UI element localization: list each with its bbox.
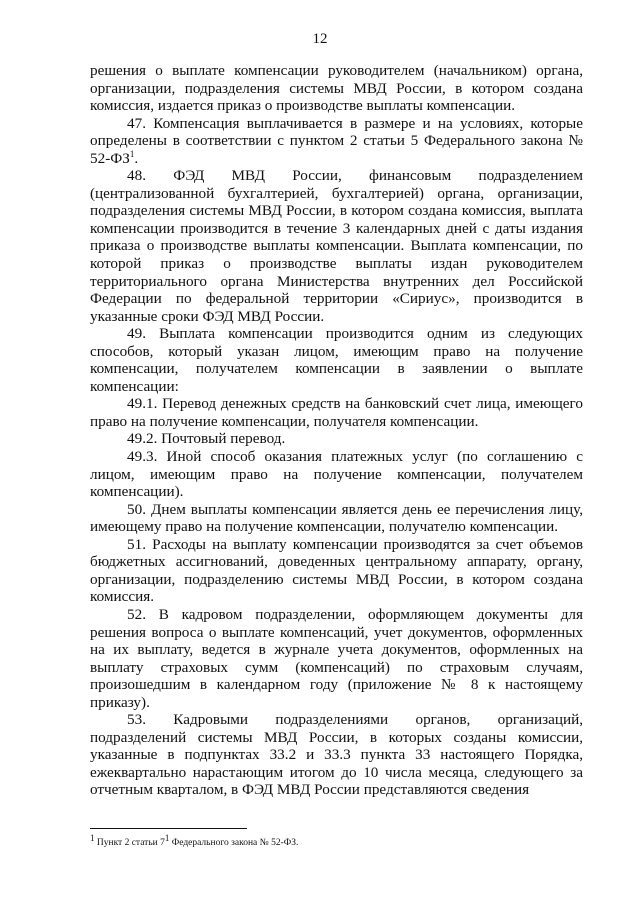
footnote-text-start: Пункт 2 статьи 7	[94, 838, 165, 848]
footnote	[90, 832, 583, 849]
footnote-reference: 1	[129, 148, 135, 159]
paragraph-50: 50. Днем выплаты компенсации является день ее перечисления лицу, имеющему право на получение компенсации, получателю компенсации.	[90, 500, 583, 536]
paragraph-49-2: 49.2. Почтовый перевод.	[127, 430, 286, 448]
paragraph-49: 49. Выплата компенсации производится одним из следующих способов, который указан лицом, имеющим право на получение компенсации, получателем компенсации в заявлении о выплате компенсации:	[90, 325, 583, 395]
footnote-inner-mark: 1	[164, 832, 170, 843]
paragraph-49-1: 49.1. Перевод денежных средств на банковский счет лица, имеющего право на получение компенсации, получателя компенсации.	[90, 395, 583, 430]
paragraph-continuation: решения о выплате компенсации руководителем (начальником) органа, организации, подразделения системы МВД России, в котором создана комиссия, издается приказ о производстве выплаты компенсации.	[90, 62, 583, 115]
paragraph-53: 53. Кадровыми подразделениями органов, организаций, подразделений системы МВД России, в которых созданы комиссии, указанные в подпунктах 33.2 и 33.3 пункта 33 настоящего Порядка, ежеквартально нарастающим итогом до 10 числа месяца, следующего за отчетным кварталом, в ФЭД МВД России представляются сведения	[90, 711, 583, 799]
paragraph-47-end: .	[134, 149, 139, 167]
paragraph-47-text: 47. Компенсация выплачивается в размере и на условиях, которые определены в соответствии с пунктом 2 статьи 5 Федерального закона № 52-ФЗ	[90, 114, 583, 167]
paragraph-51: 51. Расходы на выплату компенсации производятся за счет объемов бюджетных ассигнований, доведенных центральному аппарату, органу, организации, подразделению системы МВД России, в котором создана комиссия.	[90, 535, 583, 606]
paragraph-52: 52. В кадровом подразделении, оформляющем документы для решения вопроса о выплате компенсаций, учет документов, оформленных на их выплату, ведется в журнале учета документов, оформленных на выплату страховых сумм (компенсаций) по страховым случаям, произошедшим в календарном году (приложение № 8 к настоящему приказу).	[90, 605, 583, 711]
footnote-text-end: Федерального закона № 52-ФЗ.	[169, 838, 299, 848]
footnote-divider	[90, 828, 247, 829]
document-body	[90, 62, 583, 799]
footnote-mark: 1	[90, 832, 95, 843]
page-number: 12	[312, 31, 328, 47]
paragraph-48: 48. ФЭД МВД России, финансовым подразделением (централизованной бухгалтерией, бухгалтерией) органа, организации, подразделения системы МВД России, в котором создана комиссия, выплата компенсации производится в течение 3 календарных дней с даты издания приказа о производстве выплаты компенсации. Выплата компенсации, по которой приказ о производстве выплаты издан руководителем территориального органа Министерства внутренних дел Российской Федерации по федеральной территории «Сириус», производится в указанные сроки ФЭД МВД России.	[90, 167, 583, 325]
paragraph-47	[90, 115, 583, 168]
paragraph-49-3: 49.3. Иной способ оказания платежных услуг (по соглашению с лицом, имеющим право на получение компенсации, получателем компенсации).	[90, 448, 583, 501]
